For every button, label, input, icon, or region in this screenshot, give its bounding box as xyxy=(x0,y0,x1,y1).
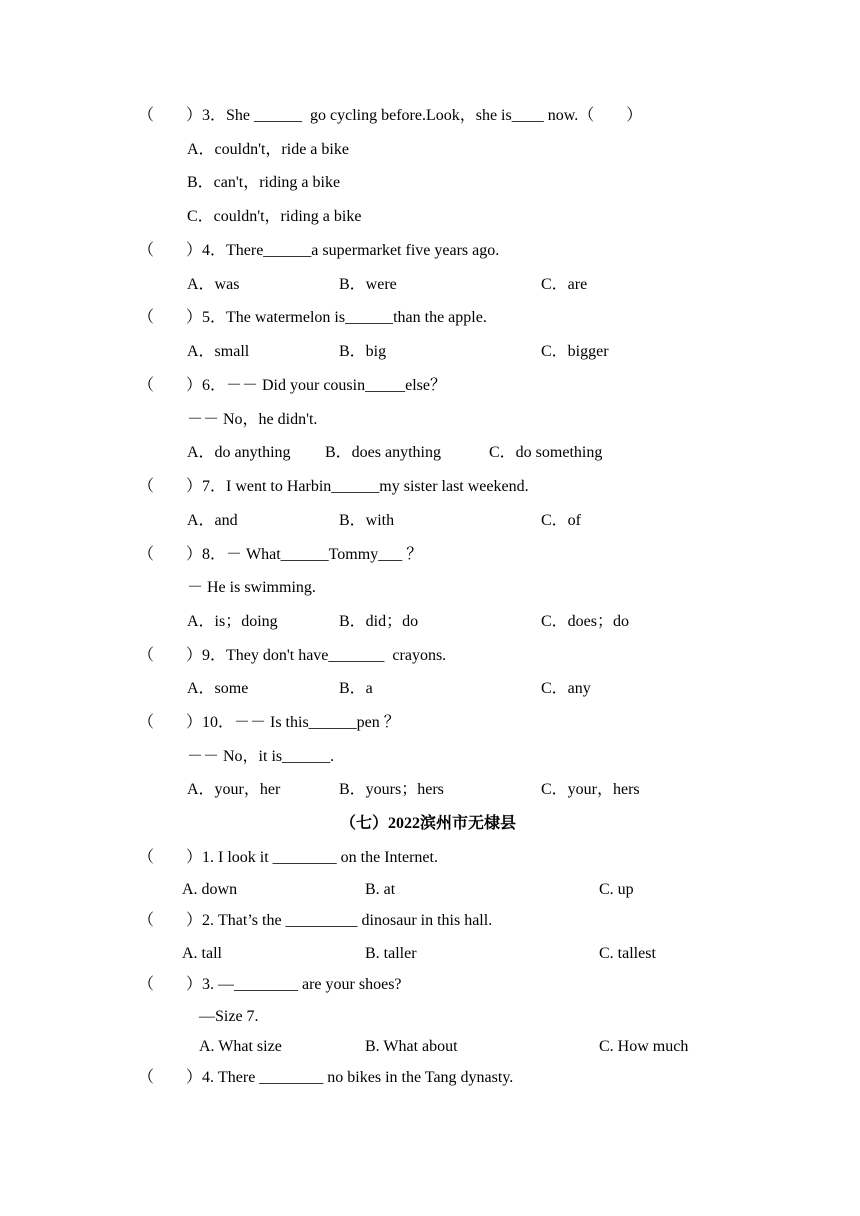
question-3-option-a: A．couldn't，ride a bike xyxy=(187,141,349,158)
section-question-2-option-c: C. tallest xyxy=(599,945,656,962)
question-4-option-a: A．was xyxy=(187,276,240,293)
section-question-3-option-b: B. What about xyxy=(365,1038,458,1055)
question-5-option-c: C．bigger xyxy=(541,343,609,360)
section-question-2-option-b: B. taller xyxy=(365,945,417,962)
section-question-3-dialogue: —Size 7. xyxy=(199,1008,259,1025)
question-10-dialogue: －－ No，it is______. xyxy=(187,748,335,765)
question-8-stem: （ ）8．－ What______Tommy___ ？ xyxy=(138,546,423,563)
section-question-4-stem: （ ）4. There ________ no bikes in the Tang dynasty. xyxy=(138,1069,514,1086)
question-5-option-b: B．big xyxy=(339,343,387,360)
question-8-option-a: A．is；doing xyxy=(187,613,278,630)
question-5-stem: （ ）5．The watermelon is______than the apple. xyxy=(138,309,487,326)
section-question-1-option-c: C. up xyxy=(599,881,634,898)
question-8-dialogue: － He is swimming. xyxy=(187,579,316,596)
question-6-option-a: A．do anything xyxy=(187,444,291,461)
question-7-option-c: C．of xyxy=(541,512,582,529)
question-8-option-c: C．does；do xyxy=(541,613,630,630)
question-5-option-a: A．small xyxy=(187,343,250,360)
question-4-option-c: C．are xyxy=(541,276,588,293)
question-9-stem: （ ）9．They don't have_______ crayons. xyxy=(138,647,447,664)
section-question-2-stem: （ ）2. That’s the _________ dinosaur in this hall. xyxy=(138,912,493,929)
question-6-dialogue: －－ No，he didn't. xyxy=(187,411,318,428)
question-9-option-a: A．some xyxy=(187,680,249,697)
section-heading: （七）2022滨州市无棣县 xyxy=(340,815,517,832)
question-10-option-a: A．your，her xyxy=(187,781,281,798)
question-3-stem: （ ）3．She ______ go cycling before.Look，she is____ now.（ ） xyxy=(138,107,643,124)
question-3-option-c: C．couldn't，riding a bike xyxy=(187,208,362,225)
section-question-1-stem: （ ）1. I look it ________ on the Internet. xyxy=(138,849,438,866)
question-10-stem: （ ）10．－－ Is this______pen ？ xyxy=(138,714,400,731)
section-question-2-option-a: A. tall xyxy=(182,945,222,962)
question-6-option-b: B．does anything xyxy=(325,444,441,461)
question-10-option-b: B．yours；hers xyxy=(339,781,444,798)
section-question-3-option-a: A. What size xyxy=(199,1038,282,1055)
section-question-3-option-c: C. How much xyxy=(599,1038,689,1055)
question-4-stem: （ ）4．There______a supermarket five years ago. xyxy=(138,242,500,259)
question-3-option-b: B．can't，riding a bike xyxy=(187,174,341,191)
section-question-1-option-a: A. down xyxy=(182,881,238,898)
section-question-1-option-b: B. at xyxy=(365,881,396,898)
question-6-option-c: C．do something xyxy=(489,444,603,461)
question-7-option-b: B．with xyxy=(339,512,395,529)
question-8-option-b: B．did；do xyxy=(339,613,419,630)
question-4-option-b: B．were xyxy=(339,276,397,293)
question-6-stem: （ ）6．－－ Did your cousin_____else？ xyxy=(138,377,446,394)
question-7-stem: （ ）7．I went to Harbin______my sister last weekend. xyxy=(138,478,529,495)
section-question-3-stem: （ ）3. —________ are your shoes? xyxy=(138,976,402,993)
question-7-option-a: A．and xyxy=(187,512,238,529)
question-10-option-c: C．your，hers xyxy=(541,781,640,798)
question-9-option-b: B．a xyxy=(339,680,373,697)
question-9-option-c: C．any xyxy=(541,680,591,697)
